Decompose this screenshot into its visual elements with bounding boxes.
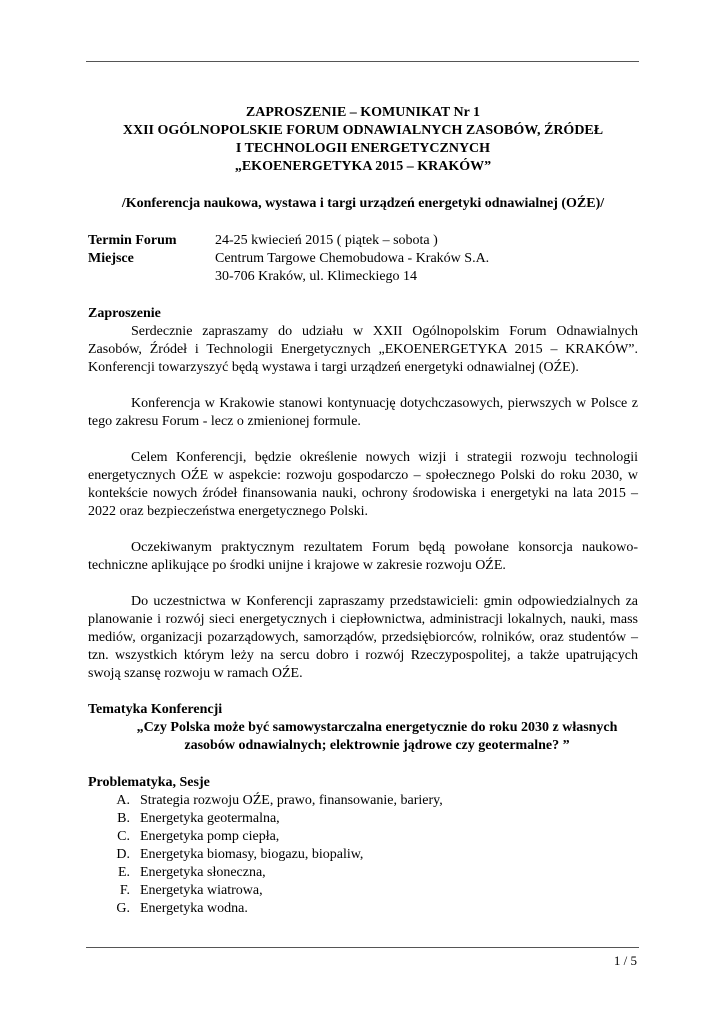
miejsce-value-1: Centrum Targowe Chemobudowa - Kraków S.A. bbox=[215, 251, 490, 266]
invitation-paragraph-5: Do uczestnictwa w Konferencji zapraszamy przedstawicieli: gmin odpowiedzialnych za planowanie i rozwój sieci energetycznych i ciepłownictwa, administracji lokalnych, nauki, mass mediów, organizacji pozarządowych, samorządów, przedsiębiorców, rolników, oraz studentów – tzn. wszystkich którym leży na sercu dobro i rozwój Rzeczypospolitej, a także upatrujących swoją szansę rozwoju w ramach OŹE. bbox=[88, 594, 638, 681]
termin-label: Termin Forum bbox=[88, 233, 177, 248]
document-title bbox=[88, 104, 638, 176]
problems-section bbox=[88, 774, 638, 918]
info-row-miejsce bbox=[88, 250, 638, 268]
miejsce-value-2: 30-706 Kraków, ul. Klimeckiego 14 bbox=[215, 269, 418, 284]
info-row-termin bbox=[88, 232, 638, 250]
list-item bbox=[88, 882, 638, 900]
sessions-list bbox=[88, 792, 638, 918]
list-item-text: Energetyka biomasy, biogazu, biopaliw, bbox=[140, 847, 364, 862]
list-item-letter: G. bbox=[116, 901, 130, 916]
list-item-letter: A. bbox=[116, 793, 130, 808]
list-item-text: Strategia rozwoju OŹE, prawo, finansowanie, bariery, bbox=[140, 793, 443, 808]
title-line-4: „EKOENERGETYKA 2015 – KRAKÓW” bbox=[234, 159, 492, 174]
list-item-text: Energetyka geotermalna, bbox=[140, 811, 280, 826]
invitation-paragraph-3: Celem Konferencji, będzie określenie nowych wizji i strategii rozwoju technologii energetycznych OŹE w aspekcie: rozwoju gospodarczo – społecznego Polski do roku 2030, w kontekście nowych źródeł finansowania nauki, ochrony środowiska i energetyki na lata 2015 – 2022 oraz bezpieczeństwa energetycznego Polski. bbox=[88, 450, 638, 519]
event-info bbox=[88, 232, 638, 286]
info-row-address bbox=[88, 268, 638, 286]
invitation-heading: Zaproszenie bbox=[88, 306, 161, 321]
list-item-text: Energetyka słoneczna, bbox=[140, 865, 266, 880]
invitation-paragraph-2: Konferencja w Krakowie stanowi kontynuację dotychczasowych, pierwszych w Polsce z tego zakresu Forum - lecz o zmienionej formule. bbox=[88, 396, 638, 429]
footer-rule bbox=[86, 947, 639, 948]
title-line-1: ZAPROSZENIE – KOMUNIKAT Nr 1 bbox=[245, 105, 481, 120]
list-item bbox=[88, 846, 638, 864]
title-line-2: XXII OGÓLNOPOLSKIE FORUM ODNAWIALNYCH ZASOBÓW, ŹRÓDEŁ bbox=[122, 123, 604, 138]
list-item-text: Energetyka wiatrowa, bbox=[140, 883, 263, 898]
topic-line-1: „Czy Polska może być samowystarczalna energetycznie do roku 2030 z własnych bbox=[136, 720, 618, 735]
miejsce-label: Miejsce bbox=[88, 251, 134, 266]
list-item-letter: E. bbox=[117, 865, 130, 880]
document-subtitle: /Konferencja naukowa, wystawa i targi urządzeń energetyki odnawialnej (OŹE)/ bbox=[121, 196, 605, 211]
title-line-3: I TECHNOLOGII ENERGETYCZNYCH bbox=[235, 141, 491, 156]
list-item-text: Energetyka wodna. bbox=[140, 901, 248, 916]
topic-question bbox=[88, 719, 638, 755]
list-item bbox=[88, 792, 638, 810]
list-item-letter: F. bbox=[119, 883, 130, 898]
page-number: 1 / 5 bbox=[613, 953, 637, 968]
list-item bbox=[88, 864, 638, 882]
list-item bbox=[88, 900, 638, 918]
topic-heading: Tematyka Konferencji bbox=[88, 702, 223, 717]
list-item-text: Energetyka pomp ciepła, bbox=[140, 829, 280, 844]
list-item bbox=[88, 810, 638, 828]
document-body bbox=[88, 104, 638, 918]
list-item bbox=[88, 828, 638, 846]
problems-heading: Problematyka, Sesje bbox=[88, 775, 210, 790]
invitation-paragraph-4: Oczekiwanym praktycznym rezultatem Forum będą powołane konsorcja naukowo-techniczne aplikujące po środki unijne i krajowe w zakresie rozwoju OŹE. bbox=[88, 540, 638, 573]
header-rule bbox=[86, 61, 639, 62]
topic-line-2: zasobów odnawialnych; elektrownie jądrowe czy geotermalne? ” bbox=[184, 738, 570, 753]
invitation-paragraph-1: Serdecznie zapraszamy do udziału w XXII Ogólnopolskim Forum Odnawialnych Zasobów, Źródeł i Technologii Energetycznych „EKOENERGETYKA 2015 – KRAKÓW”. Konferencji towarzyszyć będą wystawa i targi urządzeń energetyki odnawialnej (OŹE). bbox=[88, 324, 638, 375]
termin-value: 24-25 kwiecień 2015 ( piątek – sobota ) bbox=[215, 233, 438, 248]
topic-section bbox=[88, 701, 638, 755]
list-item-letter: B. bbox=[117, 811, 130, 826]
list-item-letter: C. bbox=[117, 829, 130, 844]
list-item-letter: D. bbox=[116, 847, 130, 862]
invitation-section bbox=[88, 305, 638, 683]
